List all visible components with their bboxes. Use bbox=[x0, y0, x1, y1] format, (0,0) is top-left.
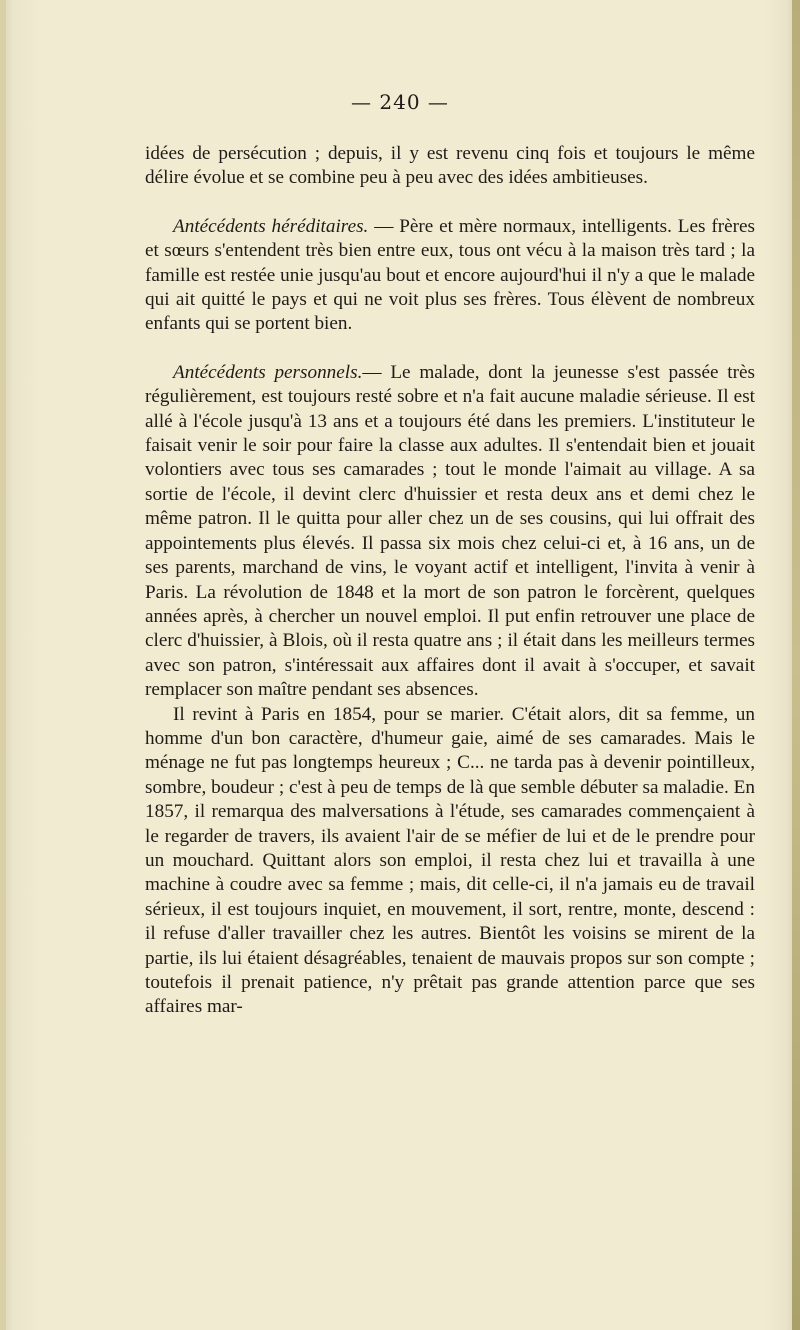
paragraph-personal bbox=[145, 361, 755, 703]
page-right-edge bbox=[792, 0, 800, 1330]
page-number: — 240 — bbox=[351, 90, 449, 114]
paragraph-text: — Père et mère normaux, intelligents. Les frères et sœurs s'entendent très bien entre eux, tous ont vécu à la maison très tard ; la famille est restée unie jusqu'au bout et encore aujourd'hui il n'y a que le malade qui ait quitté le pays et qui ne voit plus ses frères. Tous élèvent de nombreux enfants qui se portent bien. bbox=[145, 215, 755, 335]
paragraph-text: Il revint à Paris en 1854, pour se marier. C'était alors, dit sa femme, un homme d'un bon caractère, d'humeur gaie, aimé de ses camarades. Mais le ménage ne fut pas longtemps heureux ; C... ne tarda pas à devenir pointilleux, sombre, boudeur ; c'est à peu de temps de là que semble débuter sa maladie. En 1857, il remarqua des malversations à l'étude, ses camarades commençaient à le regarder de travers, ils avaient l'air de se méfier de lui et de le prendre pour un mouchard. Quittant alors son emploi, il resta chez lui et travailla à une machine à coudre avec sa femme ; mais, dit celle-ci, il n'a jamais eu de travail sérieux, il est toujours inquiet, en mouvement, il sort, rentre, monte, descend : il refuse d'aller travailler chez les autres. Bientôt les voisins se mirent de la partie, ils lui étaient désagréables, tenaient de mauvais propos sur son compte ; toutefois il prenait patience, n'y prêtait pas grande attention parce que ses affaires mar- bbox=[145, 703, 755, 1018]
paragraph-paris bbox=[145, 703, 755, 1020]
section-heading-hereditary: Antécédents héréditaires. bbox=[173, 215, 369, 237]
paragraph-text: — Le malade, dont la jeunesse s'est passée très régulièrement, est toujours resté sobre et n'a fait aucune maladie sérieuse. Il est allé à l'école jusqu'à 13 ans et a toujours été dans les premiers. L'instituteur le faisait venir le soir pour faire la classe aux adultes. Il s'entendait bien et jouait volontiers avec tous ses camarades ; tout le monde l'aimait au village. A sa sortie de l'école, il devint clerc d'huissier et resta deux ans et demi chez le même patron. Il le quitta pour aller chez un de ses cousins, qui lui offrait des appointements plus élevés. Il passa six mois chez celui-ci et, à 16 ans, un de ses parents, marchand de vins, le voyant actif et intelligent, l'invita à venir à Paris. La révolution de 1848 et la mort de son patron le forcèrent, quelques années après, à chercher un nouvel emploi. Il put enfin retrouver une place de clerc d'huissier, à Blois, où il resta quatre ans ; il était dans les meilleurs termes avec son patron, s'intéressait aux affaires dont il avait à s'occuper, et savait remplacer son maître pendant ses absences. bbox=[145, 361, 755, 701]
paragraph-continuation bbox=[145, 142, 755, 191]
paragraph-hereditary bbox=[145, 215, 755, 337]
page-left-edge bbox=[0, 0, 6, 1330]
section-heading-personal: Antécédents personnels. bbox=[173, 361, 363, 383]
body-text bbox=[145, 142, 755, 1020]
paragraph-text: idées de persécution ; depuis, il y est revenu cinq fois et toujours le même délire évolue et se combine peu à peu avec des idées ambitieuses. bbox=[145, 143, 755, 189]
